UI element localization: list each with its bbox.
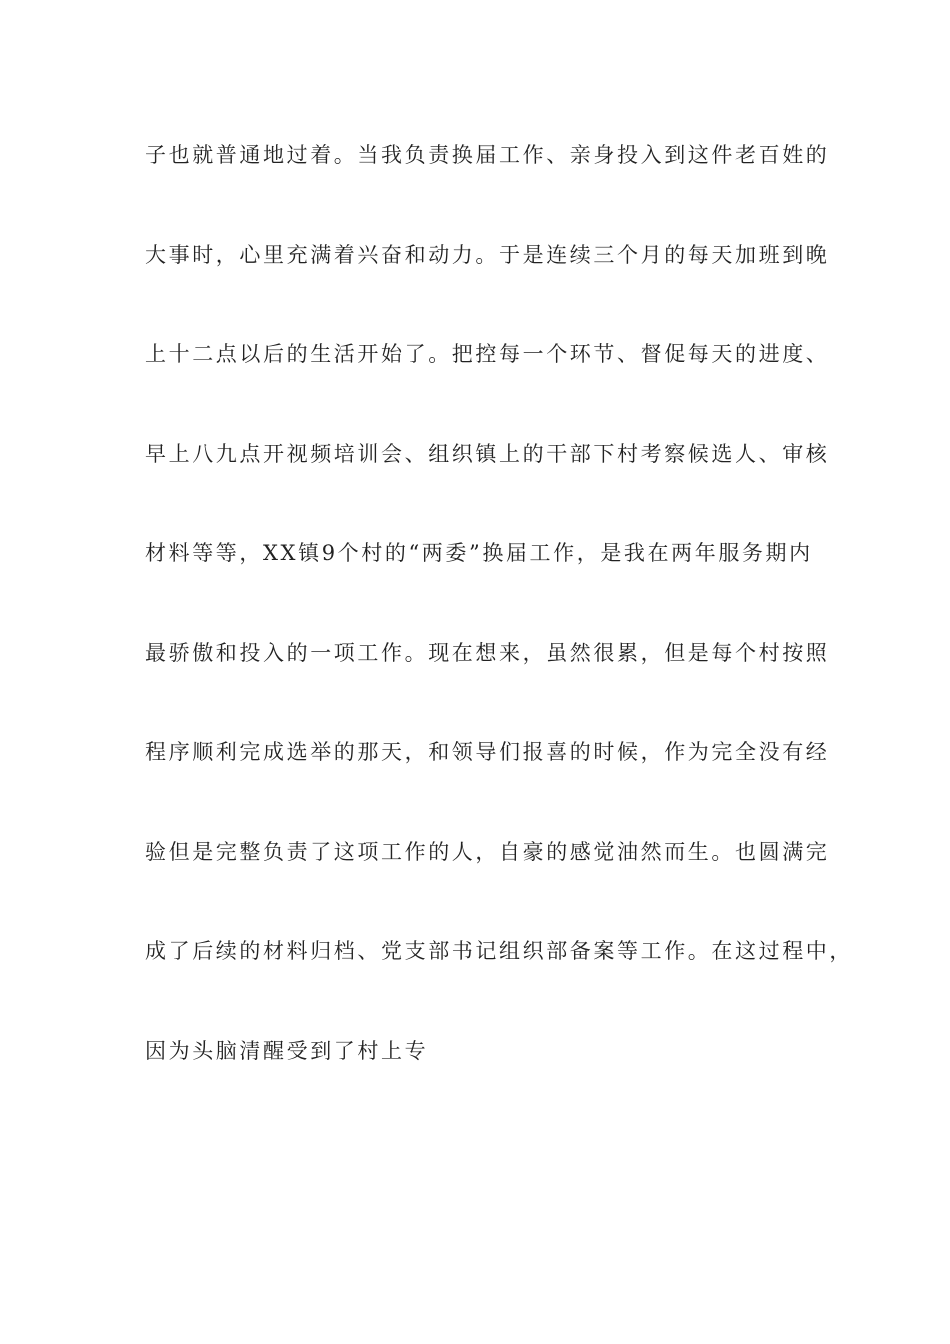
text-line: 上十二点以后的生活开始了。把控每一个环节、督促每天的进度、: [145, 342, 830, 366]
text-line: 早上八九点开视频培训会、组织镇上的干部下村考察候选人、审核: [145, 441, 830, 466]
text-line: 因为头脑清醒受到了村上专: [145, 1038, 429, 1063]
text-line: 成了后续的材料归档、党支部书记组织部备案等工作。在这过程中，: [145, 939, 853, 963]
text-line: 材料等等，XX镇9个村的“两委”换届工作，是我在两年服务期内: [145, 541, 813, 565]
text-line: 验但是完整负责了这项工作的人，自豪的感觉油然而生。也圆满完: [145, 839, 830, 864]
body-text: [145, 130, 853, 1125]
text-line: 程序顺利完成选举的那天，和领导们报喜的时候，作为完全没有经: [145, 740, 830, 764]
text-line: 大事时，心里充满着兴奋和动力。于是连续三个月的每天加班到晚: [145, 242, 830, 267]
text-line: 子也就普通地过着。当我负责换届工作、亲身投入到这件老百姓的: [145, 143, 830, 167]
text-line: 最骄傲和投入的一项工作。现在想来，虽然很累，但是每个村按照: [145, 640, 830, 665]
